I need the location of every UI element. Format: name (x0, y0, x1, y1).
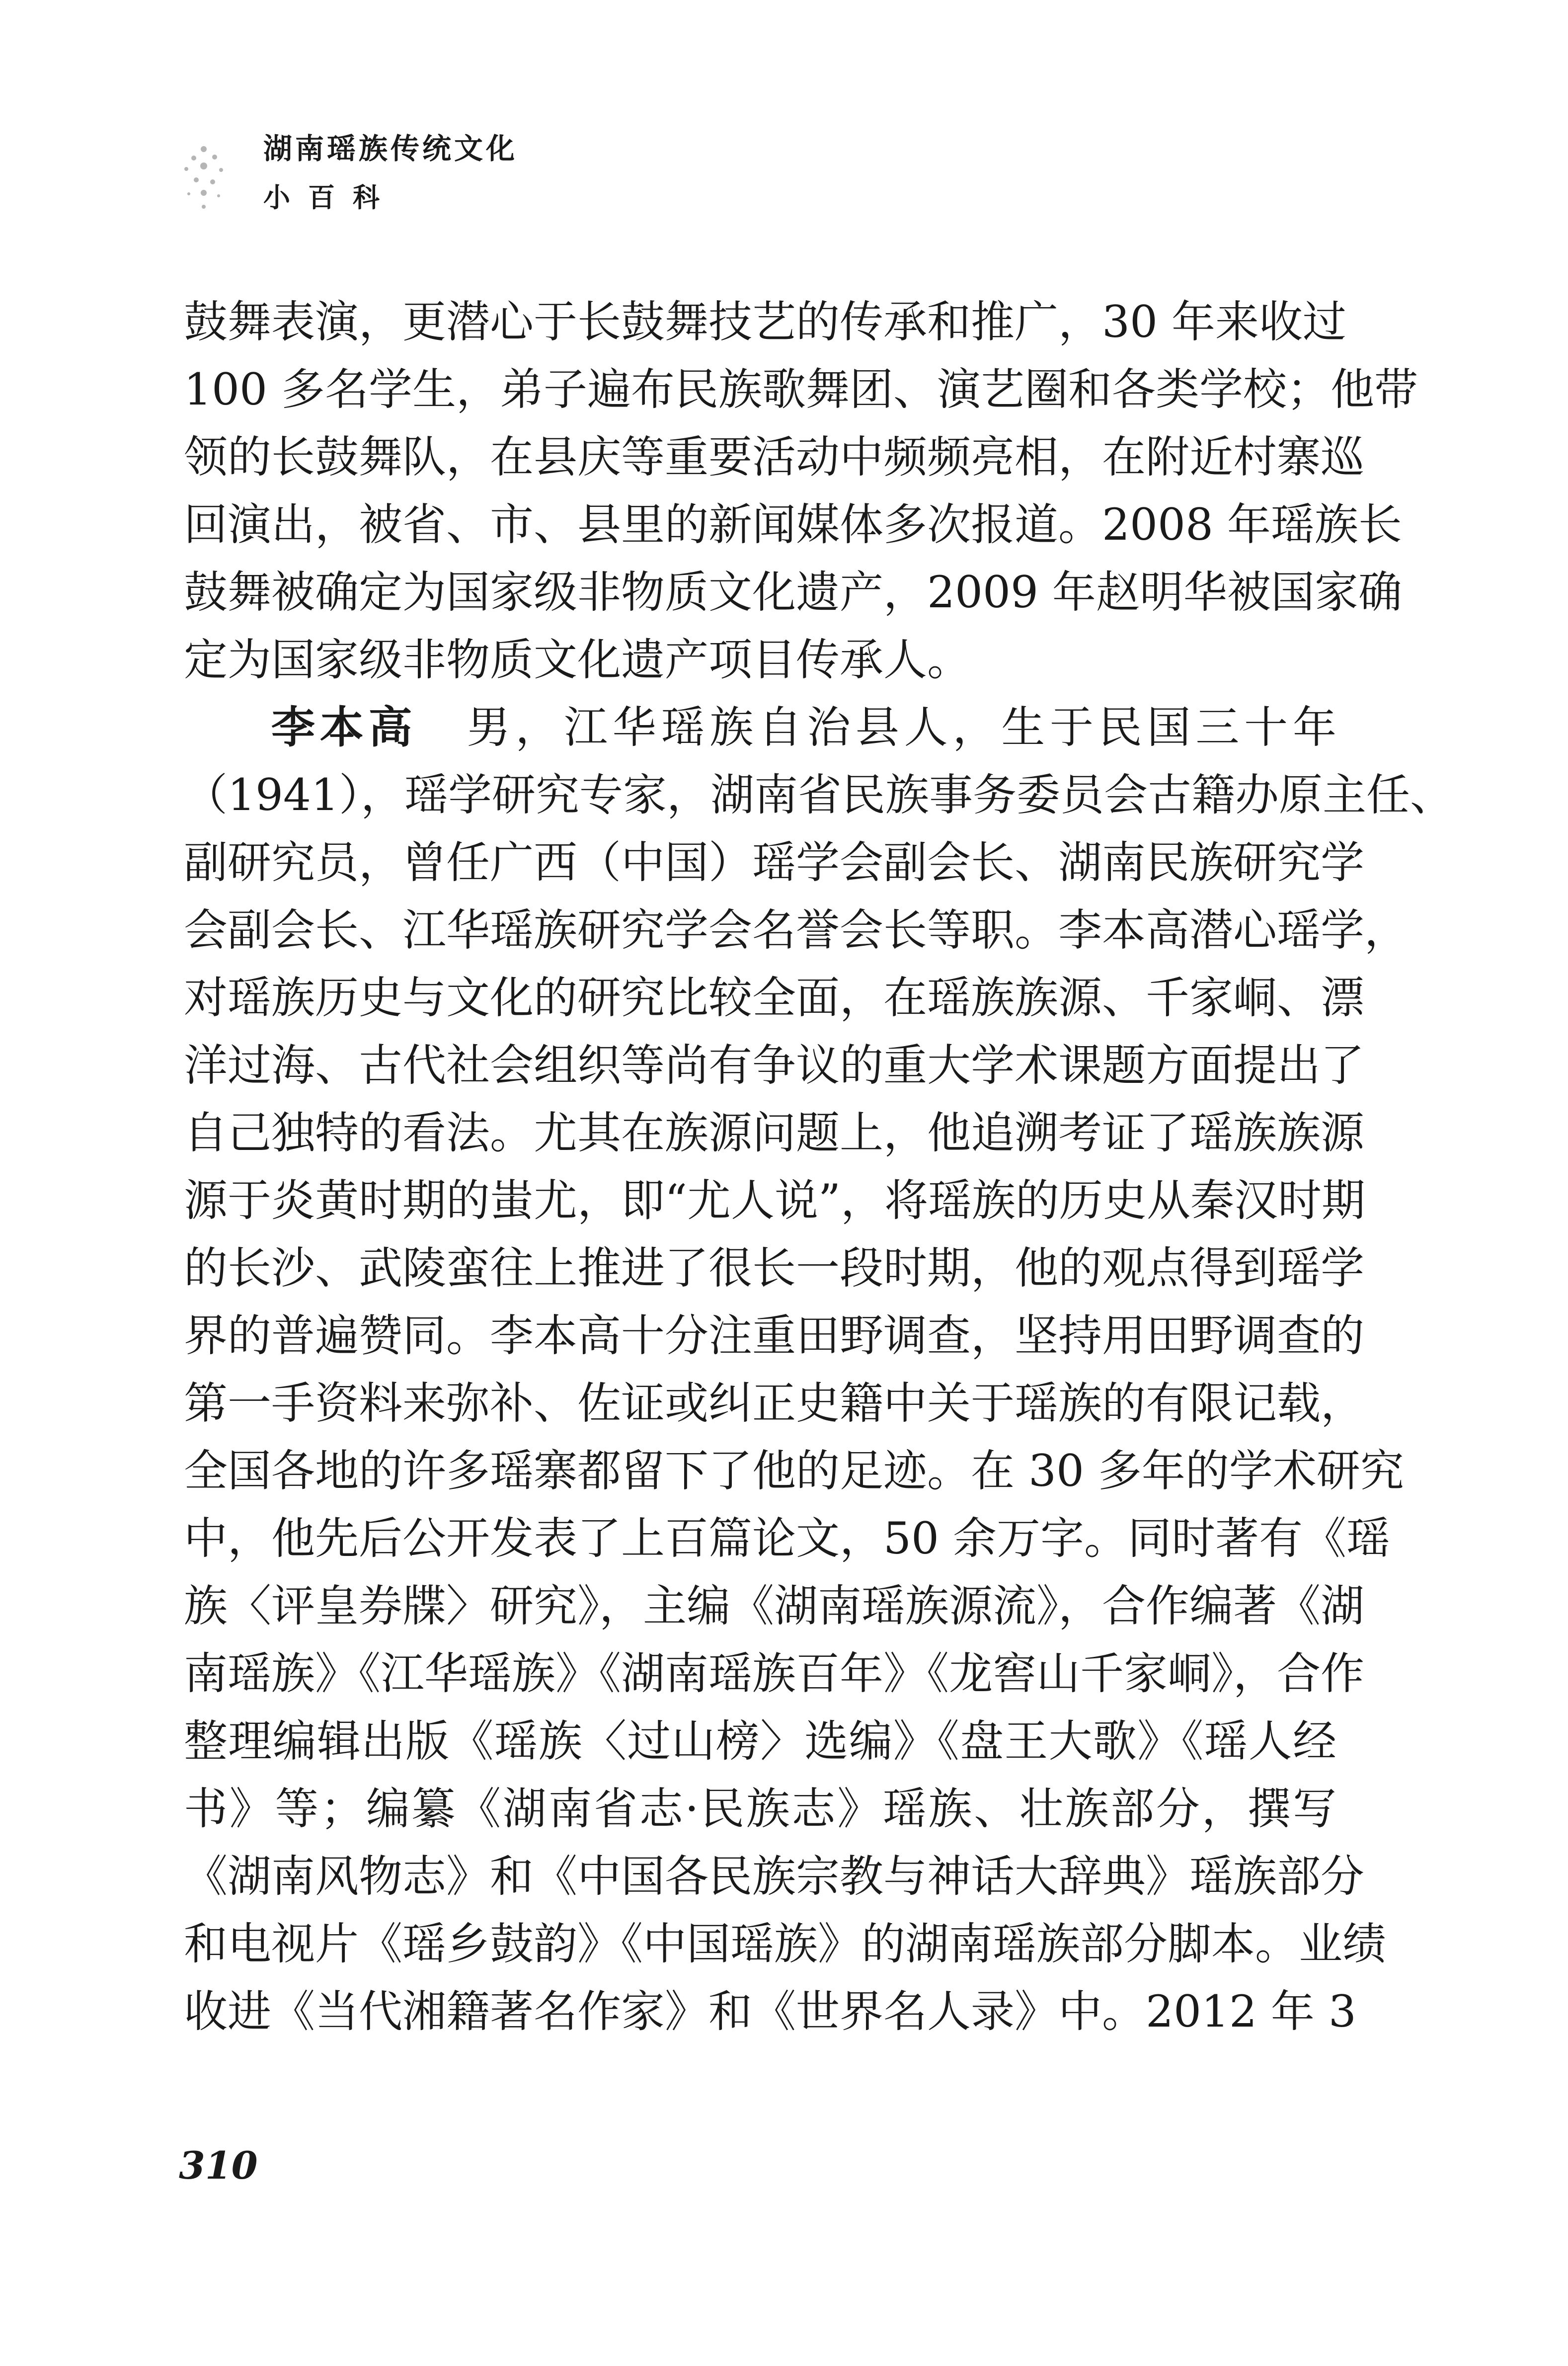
body-text (184, 288, 1454, 2045)
text-line: 界的普遍赞同。李本高十分注重田野调查，坚持用田野调查的 (184, 1310, 1365, 1361)
text-line: 中，他先后公开发表了上百篇论文，50 余万字。同时著有《瑶 (184, 1513, 1390, 1564)
text-line: 全国各地的许多瑶寨都留下了他的足迹。在 30 多年的学术研究 (184, 1445, 1404, 1496)
text-line: 自己独特的看法。尤其在族源问题上，他追溯考证了瑶族族源 (184, 1107, 1365, 1158)
running-header (164, 134, 611, 234)
text-line: 回演出，被省、市、县里的新闻媒体多次报道。2008 年瑶族长 (184, 499, 1402, 550)
text-line: 源于炎黄时期的蚩尤，即“尤人说”，将瑶族的历史从秦汉时期 (184, 1175, 1365, 1226)
text-line: 整理编辑出版《瑶族〈过山榜〉选编》《盘王大歌》《瑶人经 (184, 1715, 1336, 1767)
page-number: 310 (179, 2143, 258, 2188)
text-line: 收进《当代湘籍著名作家》和《世界名人录》中。2012 年 3 (184, 1986, 1356, 2037)
paragraph-zhao-minghua (184, 288, 1418, 694)
text-line: 《湖南风物志》和《中国各民族宗教与神话大辞典》瑶族部分 (184, 1851, 1365, 1902)
text-line: 洋过海、古代社会组织等尚有争议的重大学术课题方面提出了 (184, 1040, 1365, 1091)
text-line: 的长沙、武陵蛮往上推进了很长一段时期，他的观点得到瑶学 (184, 1242, 1365, 1294)
text-line: 定为国家级非物质文化遗产项目传承人。 (184, 634, 971, 685)
decorative-ornament-icon (169, 134, 238, 219)
text-line: 鼓舞表演，更潜心于长鼓舞技艺的传承和推广，30 年来收过 (184, 296, 1346, 347)
text-line: 和电视片《瑶乡鼓韵》《中国瑶族》的湖南瑶族部分脚本。业绩 (184, 1918, 1387, 1969)
first-line-text: 男，江华瑶族自治县人，生于民国三十年 (467, 702, 1336, 753)
text-line: 会副会长、江华瑶族研究学会名誉会长等职。李本高潜心瑶学， (184, 904, 1409, 956)
text-line: 对瑶族历史与文化的研究比较全面，在瑶族族源、千家峒、漂 (184, 972, 1365, 1023)
text-line: 第一手资料来弥补、佐证或纠正史籍中关于瑶族的有限记载， (184, 1378, 1365, 1429)
text-line-first (184, 694, 1336, 761)
paragraph-li-bengao (184, 694, 1454, 2045)
text-line: 领的长鼓舞队，在县庆等重要活动中频频亮相，在附近村寨巡 (184, 431, 1365, 483)
text-line: 副研究员，曾任广西（中国）瑶学会副会长、湖南民族研究学 (184, 837, 1365, 888)
text-line: 鼓舞被确定为国家级非物质文化遗产，2009 年赵明华被国家确 (184, 567, 1402, 618)
book-subtitle: 小百科 (263, 181, 397, 213)
entry-name: 李本高 (271, 702, 417, 753)
text-line: （1941），瑶学研究专家，湖南省民族事务委员会古籍办原主任、 (184, 769, 1454, 820)
text-line: 100 多名学生，弟子遍布民族歌舞团、演艺圈和各类学校；他带 (184, 364, 1418, 415)
book-title: 湖南瑶族传统文化 (263, 132, 518, 165)
text-line: 族〈评皇券牒〉研究》，主编《湖南瑶族源流》，合作编著《湖 (184, 1580, 1365, 1632)
text-line: 书》等；编纂《湖南省志·民族志》瑶族、壮族部分，撰写 (184, 1783, 1336, 1834)
text-line: 南瑶族》《江华瑶族》《湖南瑶族百年》《龙窖山千家峒》，合作 (184, 1648, 1365, 1699)
